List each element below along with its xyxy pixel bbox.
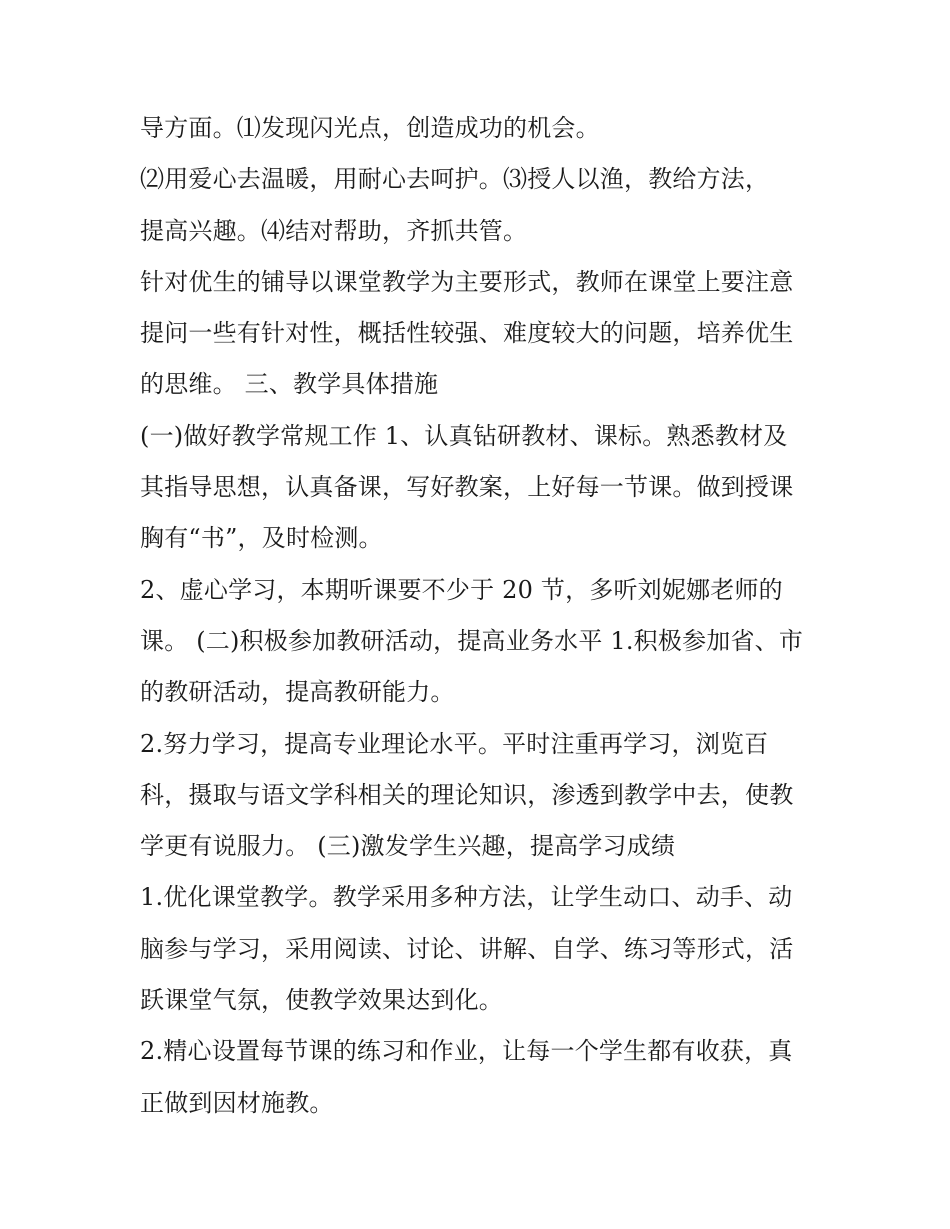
text-line: 脑参与学习，采用阅读、讨论、讲解、自学、练习等形式，活 <box>140 934 794 963</box>
text-line: 提高兴趣。⑷结对帮助，齐抓共管。 <box>140 216 528 245</box>
text-line: 导方面。⑴发现闪光点，创造成功的机会。 <box>140 114 600 142</box>
text-line: 跃课堂气氛，使教学效果达到化。 <box>140 986 503 1015</box>
text-line: 针对优生的铺导以课堂教学为主要形式，教师在课堂上要注意 <box>140 267 794 296</box>
text-line: (一)做好教学常规工作 1、认真钻研教材、课标。熟悉教材及 <box>140 421 788 450</box>
text-line: 提问一些有针对性，概括性较强、难度较大的问题，培养优生 <box>140 319 794 348</box>
text-line: 2.努力学习，提高专业理论水平。平时注重再学习，浏览百 <box>140 729 769 758</box>
text-line: 学更有说服力。 (三)激发学生兴趣，提高学习成绩 <box>140 832 676 861</box>
text-line: 胸有“书”，及时检测。 <box>140 524 383 553</box>
text-line: 正做到因材施教。 <box>140 1088 334 1117</box>
text-line: 的教研活动，提高教研能力。 <box>140 678 455 707</box>
document-body <box>140 103 830 1129</box>
text-line: 2.精心设置每节课的练习和作业，让每一个学生都有收获，真 <box>140 1037 793 1066</box>
text-line: 科，摄取与语文学科相关的理论知识，渗透到教学中去，使教 <box>140 780 794 809</box>
text-line: 其指导思想，认真备课，写好教案，上好每一节课。做到授课 <box>140 473 794 502</box>
text-line: 的思维。 三、教学具体措施 <box>140 370 439 399</box>
text-line: 1.优化课堂教学。教学采用多种方法，让学生动口、动手、动 <box>140 883 793 912</box>
text-line: ⑵用爱心去温暖，用耐心去呵护。⑶授人以渔，教给方法， <box>140 165 770 194</box>
text-line: 课。 (二)积极参加教研活动，提高业务水平 1.积极参加省、市 <box>140 626 804 655</box>
text-line: 2、虚心学习，本期听课要不少于 20 节，多听刘妮娜老师的 <box>140 575 783 604</box>
